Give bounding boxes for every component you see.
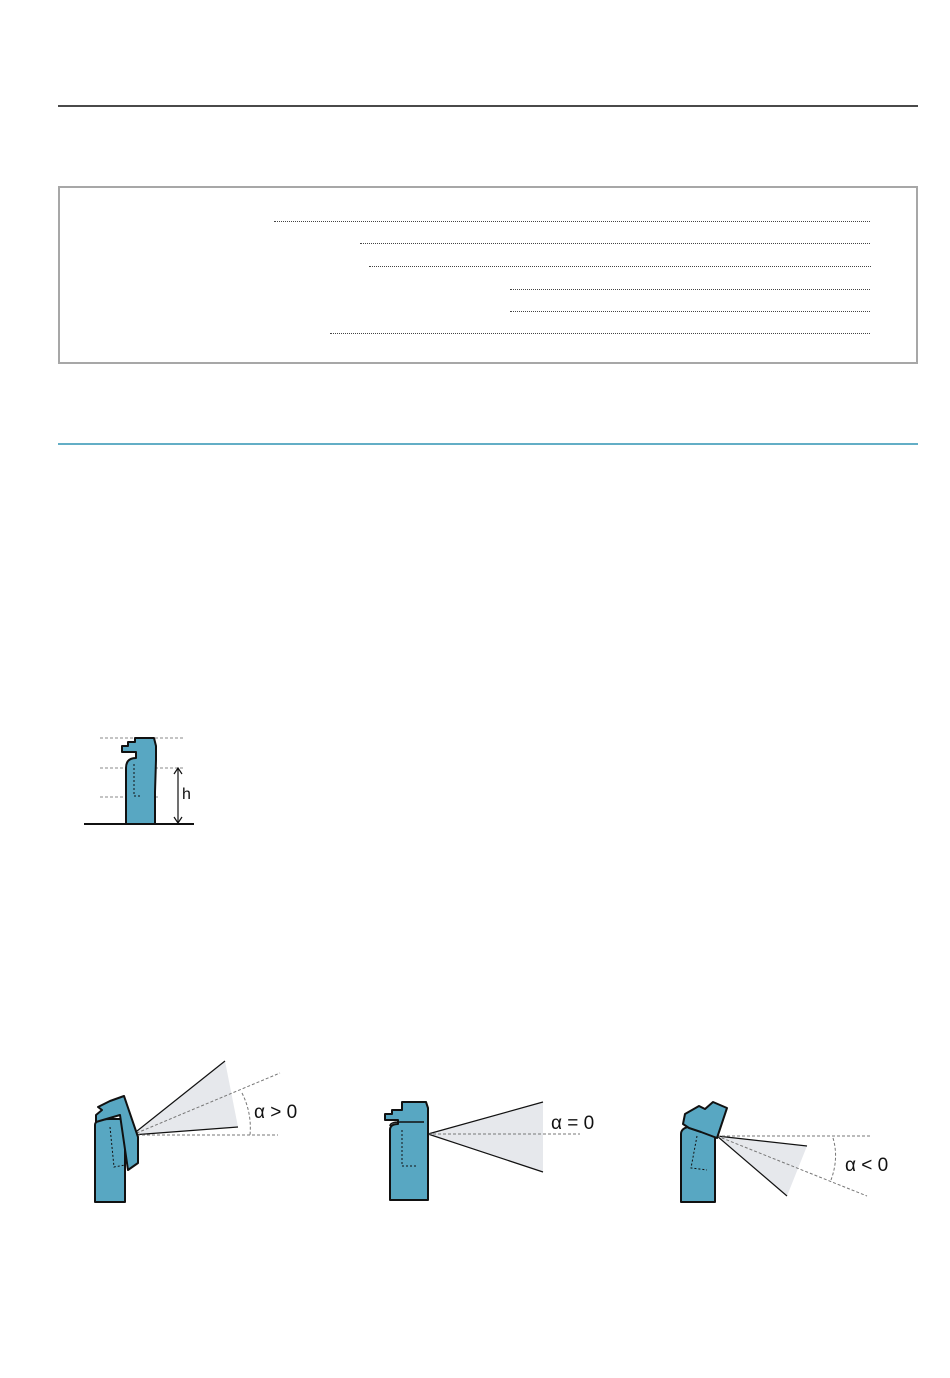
tilt-down-label: α < 0 <box>845 1155 889 1176</box>
height-label: h <box>182 786 191 803</box>
toc-leader-6 <box>330 333 870 334</box>
beam-cone <box>428 1102 543 1172</box>
angle-arc <box>831 1138 836 1180</box>
section-rule <box>58 443 918 445</box>
beam-cone <box>132 1061 238 1135</box>
device-icon <box>385 1102 428 1200</box>
angle-arc <box>242 1093 250 1135</box>
height-arrow <box>174 768 182 823</box>
toc-leader-1 <box>274 221 870 222</box>
tilt-level-figure <box>380 1090 620 1210</box>
table-of-contents-box <box>58 186 918 364</box>
tilt-level-label: α = 0 <box>551 1113 595 1134</box>
device-icon <box>95 1096 138 1202</box>
tilt-up-label: α > 0 <box>254 1102 298 1123</box>
toc-leader-4 <box>510 289 870 290</box>
header-rule <box>58 105 918 107</box>
device-icon <box>122 738 156 824</box>
toc-leader-2 <box>360 243 870 244</box>
mounting-height-figure <box>80 730 210 830</box>
toc-leader-5 <box>510 311 870 312</box>
toc-leader-3 <box>369 266 871 267</box>
device-icon <box>681 1102 727 1202</box>
tilt-down-figure <box>675 1098 915 1210</box>
tilt-up-figure <box>80 1055 320 1210</box>
